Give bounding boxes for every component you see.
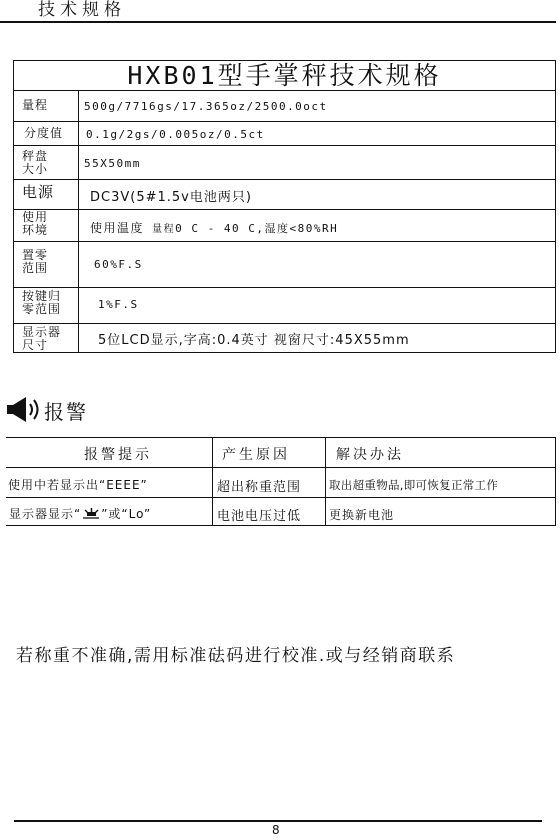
alarm-row2-solution: 更换新电池 — [329, 508, 395, 522]
row-divider — [14, 241, 555, 242]
spec-label-pan-size: 秤盘大小 — [22, 149, 49, 176]
alarm-row1-prompt: 使用中若显示出“EEEE” — [8, 478, 148, 492]
battery-symbol-icon — [82, 507, 100, 523]
megaphone-icon — [4, 394, 42, 428]
spec-value-division: 0.1g/2gs/0.005oz/0.5ct — [86, 128, 265, 141]
alarm-row2-prompt-end: ”或“Lo” — [101, 507, 152, 521]
alarm-header-solution: 解决办法 — [336, 447, 404, 463]
row-divider — [14, 145, 555, 146]
col-divider — [212, 438, 213, 526]
spec-label-power: 电源 — [22, 183, 55, 201]
row-divider — [14, 287, 555, 288]
header-divider — [0, 21, 556, 23]
row-divider — [6, 467, 555, 468]
spec-label-zero-range: 置零范围 — [22, 248, 49, 275]
row-divider — [14, 323, 555, 324]
spec-label-key-zero-range: 按键归零范围 — [22, 289, 62, 316]
spec-value-pan-size: 55X50mm — [84, 157, 141, 170]
alarm-row2-prompt-start: 显示器显示“ — [9, 507, 82, 521]
spec-value-zero-range: 60%F.S — [94, 258, 143, 271]
row-divider — [6, 497, 555, 498]
alarm-table — [6, 437, 556, 526]
alarm-row1-cause: 超出称重范围 — [217, 480, 302, 495]
spec-value-environment — [90, 219, 338, 236]
row-divider — [14, 209, 555, 210]
row-divider — [14, 121, 555, 122]
calibration-note: 若称重不准确,需用标准砝码进行校准.或与经销商联系 — [16, 646, 456, 666]
page-header-title: 技术规格 — [38, 0, 126, 20]
col-divider — [325, 438, 326, 526]
spec-value-range: 500g/7716gs/17.365oz/2500.0oct — [84, 100, 328, 113]
alarm-title: 报警 — [44, 400, 88, 424]
alarm-row2-cause: 电池电压过低 — [217, 509, 302, 524]
spec-value-power: DC3V(5#1.5v电池两只) — [90, 190, 252, 205]
temperature-label: 使用温度 — [90, 221, 145, 235]
spec-value-display-size: 5位LCD显示,字高:0.4英寸 视窗尺寸:45X55mm — [98, 333, 410, 348]
spec-label-range: 量程 — [22, 98, 49, 112]
spec-label-environment: 使用环境 — [22, 210, 49, 237]
alarm-header-prompt: 报警提示 — [84, 447, 152, 463]
page-number: 8 — [272, 823, 280, 837]
row-divider — [14, 179, 555, 180]
alarm-row2-prompt — [9, 505, 151, 523]
footer-divider — [14, 820, 542, 822]
alarm-header-cause: 产生原因 — [222, 447, 290, 463]
environment-range: 0 C - 40 C,湿度<80%RH — [175, 222, 339, 235]
range-label-small: 量程 — [152, 224, 176, 235]
spec-value-key-zero-range: 1%F.S — [98, 298, 139, 311]
spec-table — [13, 60, 556, 353]
spec-table-title: HXB01型手掌秤技术规格 — [14, 61, 555, 91]
spec-label-display-size: 显示器尺寸 — [22, 325, 62, 352]
alarm-row1-solution: 取出超重物品,即可恢复正常工作 — [329, 478, 499, 492]
spec-label-division: 分度值 — [24, 126, 64, 140]
